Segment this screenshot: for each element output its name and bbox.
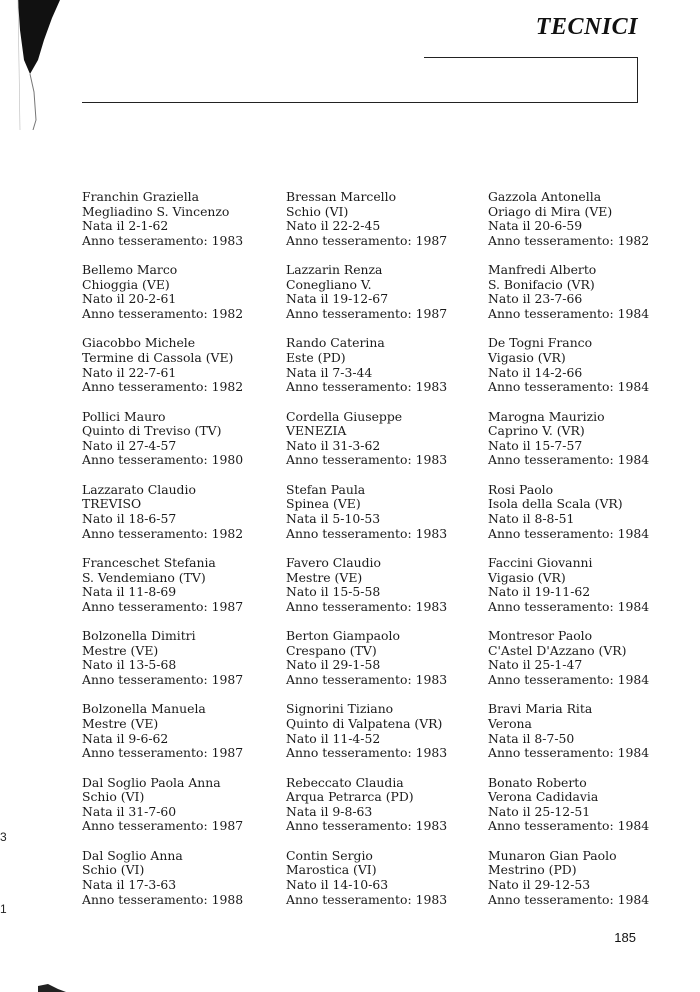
entry-place: Schio (VI) [286, 203, 349, 219]
entry-year: Anno tesseramento: 1984 [488, 452, 650, 468]
directory-entry [82, 776, 243, 834]
entry-birth: Nato il 13-5-68 [82, 657, 177, 673]
entry-year: Anno tesseramento: 1987 [82, 818, 244, 834]
entry-name: Pollici Mauro [82, 408, 166, 424]
entry-place: Spinea (VE) [286, 496, 361, 512]
directory-entry [82, 483, 243, 541]
entry-name: Cordella Giuseppe [286, 408, 403, 424]
entry-place: Quinto di Treviso (TV) [82, 423, 222, 439]
entry-year: Anno tesseramento: 1983 [82, 232, 244, 248]
directory-entry [488, 629, 649, 687]
entry-birth: Nata il 31-7-60 [82, 803, 177, 819]
entry-place: Megliadino S. Vincenzo [82, 203, 230, 219]
entry-year: Anno tesseramento: 1983 [286, 745, 448, 761]
entry-year: Anno tesseramento: 1983 [286, 598, 448, 614]
page-number: 185 [614, 930, 636, 945]
entry-name: Munaron Gian Paolo [488, 847, 617, 863]
entry-birth: Nata il 8-7-50 [488, 730, 575, 746]
entry-year: Anno tesseramento: 1984 [488, 305, 650, 321]
entry-birth: Nato il 15-5-58 [286, 584, 381, 600]
entry-birth: Nato il 14-2-66 [488, 364, 583, 380]
entry-place: S. Bonifacio (VR) [488, 276, 595, 292]
entry-birth: Nato il 25-12-51 [488, 803, 591, 819]
entry-name: Franceschet Stefania [82, 555, 216, 570]
entry-birth: Nato il 22-2-45 [286, 218, 381, 234]
entry-name: Giacobbo Michele [82, 335, 196, 351]
directory-entry [286, 776, 447, 834]
entry-birth: Nato il 19-11-62 [488, 584, 591, 600]
entry-birth: Nato il 25-1-47 [488, 657, 583, 673]
directory-entry [488, 190, 649, 248]
entry-birth: Nato il 29-1-58 [286, 657, 381, 673]
directory-entry [488, 336, 649, 394]
entry-year: Anno tesseramento: 1984 [488, 818, 650, 834]
entry-year: Anno tesseramento: 1983 [286, 379, 448, 395]
entry-birth: Nata il 9-8-63 [286, 803, 373, 819]
entry-name: Lazzarato Claudio [82, 481, 196, 497]
entry-name: Franchin Graziella [82, 189, 200, 204]
directory-entry [286, 702, 447, 760]
page-title: TECNICI [535, 14, 638, 40]
directory-entry [82, 190, 243, 248]
entry-year: Anno tesseramento: 1988 [82, 891, 244, 907]
entry-year: Anno tesseramento: 1987 [82, 671, 244, 687]
entry-birth: Nato il 18-6-57 [82, 510, 177, 526]
entry-name: Signorini Tiziano [286, 701, 394, 717]
directory-entry [286, 410, 447, 468]
entry-name: De Togni Franco [488, 335, 593, 351]
entry-name: Favero Claudio [286, 555, 381, 570]
entry-year: Anno tesseramento: 1983 [286, 818, 448, 834]
entry-place: Mestre (VE) [82, 715, 159, 731]
entry-place: Vigasio (VR) [488, 569, 566, 585]
entry-birth: Nato il 23-7-66 [488, 291, 583, 307]
entry-place: TREVISO [82, 496, 142, 512]
directory-entry [286, 483, 447, 541]
entry-name: Manfredi Alberto [488, 262, 597, 278]
entry-name: Montresor Paolo [488, 628, 593, 644]
directory-entry [286, 556, 447, 614]
entry-year: Anno tesseramento: 1980 [82, 452, 244, 468]
directory-entry [82, 263, 243, 321]
entry-birth: Nato il 20-2-61 [82, 291, 177, 307]
entry-place: Mestrino (PD) [488, 862, 577, 878]
entry-birth: Nato il 22-7-61 [82, 364, 177, 380]
directory-entry [286, 849, 447, 907]
entry-birth: Nato il 8-8-51 [488, 510, 575, 526]
directory-entry [488, 483, 649, 541]
scan-mark [38, 980, 68, 992]
header-rule-right [637, 57, 638, 102]
entry-name: Bolzonella Dimitri [82, 628, 196, 644]
header-rule-bottom [82, 102, 638, 103]
entry-year: Anno tesseramento: 1982 [82, 305, 244, 321]
entry-year: Anno tesseramento: 1984 [488, 598, 650, 614]
entry-name: Lazzarin Renza [286, 262, 383, 278]
entry-place: S. Vendemiano (TV) [82, 569, 206, 585]
directory-entry [488, 702, 649, 760]
entry-birth: Nata il 2-1-62 [82, 218, 169, 234]
entry-place: Verona Cadidavia [488, 789, 599, 805]
entry-name: Rosi Paolo [488, 481, 554, 497]
entry-name: Bellemo Marco [82, 262, 178, 278]
margin-mark: 1 [0, 902, 7, 916]
entry-year: Anno tesseramento: 1987 [286, 232, 448, 248]
entry-place: Verona [488, 715, 532, 731]
entry-birth: Nata il 20-6-59 [488, 218, 583, 234]
entry-year: Anno tesseramento: 1983 [286, 671, 448, 687]
entry-name: Contin Sergio [286, 847, 373, 863]
entry-place: Marostica (VI) [286, 862, 377, 878]
entry-place: Chioggia (VE) [82, 276, 170, 292]
entry-name: Rando Caterina [286, 335, 385, 351]
entry-place: Mestre (VE) [286, 569, 363, 585]
directory-entry [82, 629, 243, 687]
entry-birth: Nato il 14-10-63 [286, 876, 389, 892]
entry-place: Este (PD) [286, 349, 346, 365]
entry-place: Isola della Scala (VR) [488, 496, 623, 512]
entry-place: Schio (VI) [82, 862, 145, 878]
entry-name: Faccini Giovanni [488, 555, 593, 570]
entry-year: Anno tesseramento: 1987 [286, 305, 448, 321]
margin-mark: 3 [0, 830, 7, 844]
directory-entry [488, 410, 649, 468]
entry-name: Marogna Maurizio [488, 408, 605, 424]
entry-birth: Nata il 5-10-53 [286, 510, 381, 526]
entry-place: Vigasio (VR) [488, 349, 566, 365]
entry-birth: Nata il 7-3-44 [286, 364, 373, 380]
entry-place: VENEZIA [286, 423, 347, 439]
entry-year: Anno tesseramento: 1987 [82, 745, 244, 761]
directory-entry [488, 849, 649, 907]
entry-birth: Nata il 17-3-63 [82, 876, 177, 892]
directory-entry [286, 263, 447, 321]
entry-birth: Nato il 11-4-52 [286, 730, 381, 746]
entry-year: Anno tesseramento: 1984 [488, 891, 650, 907]
directory-entry [488, 263, 649, 321]
entry-year: Anno tesseramento: 1983 [286, 525, 448, 541]
entry-place: Schio (VI) [82, 789, 145, 805]
entry-year: Anno tesseramento: 1982 [82, 379, 244, 395]
entry-birth: Nato il 31-3-62 [286, 437, 381, 453]
entry-year: Anno tesseramento: 1983 [286, 452, 448, 468]
directory-entry [82, 336, 243, 394]
entry-place: Crespano (TV) [286, 642, 377, 658]
entry-place: Quinto di Valpatena (VR) [286, 715, 443, 731]
entry-place: Caprino V. (VR) [488, 423, 585, 439]
entry-place: Conegliano V. [286, 276, 372, 292]
entry-place: Oriago di Mira (VE) [488, 203, 613, 219]
entry-name: Dal Soglio Anna [82, 847, 183, 863]
binding-shadow [0, 0, 70, 130]
entry-name: Bravi Maria Rita [488, 701, 593, 717]
entry-name: Bolzonella Manuela [82, 701, 206, 717]
entry-birth: Nata il 19-12-67 [286, 291, 389, 307]
directory-entry [286, 190, 447, 248]
directory-entry [82, 702, 243, 760]
directory-entry [488, 776, 649, 834]
entry-year: Anno tesseramento: 1984 [488, 745, 650, 761]
entry-birth: Nato il 27-4-57 [82, 437, 177, 453]
entry-name: Berton Giampaolo [286, 628, 400, 644]
directory-entry [82, 849, 243, 907]
entry-name: Rebeccato Claudia [286, 774, 404, 790]
entry-name: Gazzola Antonella [488, 189, 602, 204]
entry-birth: Nato il 15-7-57 [488, 437, 583, 453]
entry-birth: Nata il 9-6-62 [82, 730, 169, 746]
entry-birth: Nata il 11-8-69 [82, 584, 177, 600]
entry-year: Anno tesseramento: 1984 [488, 525, 650, 541]
entry-place: C'Astel D'Azzano (VR) [488, 642, 627, 658]
directory-entry [82, 410, 243, 468]
directory-entry [82, 556, 243, 614]
header-rule-top [424, 57, 638, 58]
entry-year: Anno tesseramento: 1982 [488, 232, 650, 248]
directory-entry [488, 556, 649, 614]
entry-year: Anno tesseramento: 1984 [488, 671, 650, 687]
directory-entry [286, 336, 447, 394]
directory-entry [286, 629, 447, 687]
entry-place: Mestre (VE) [82, 642, 159, 658]
entry-year: Anno tesseramento: 1982 [82, 525, 244, 541]
entry-year: Anno tesseramento: 1983 [286, 891, 448, 907]
entry-name: Dal Soglio Paola Anna [82, 774, 221, 790]
entry-place: Arqua Petrarca (PD) [286, 789, 414, 805]
entry-name: Stefan Paula [286, 481, 366, 497]
entry-birth: Nato il 29-12-53 [488, 876, 591, 892]
entry-name: Bonato Roberto [488, 774, 587, 790]
entry-name: Bressan Marcello [286, 189, 397, 204]
entry-year: Anno tesseramento: 1987 [82, 598, 244, 614]
entry-year: Anno tesseramento: 1984 [488, 379, 650, 395]
entry-place: Termine di Cassola (VE) [82, 349, 234, 365]
